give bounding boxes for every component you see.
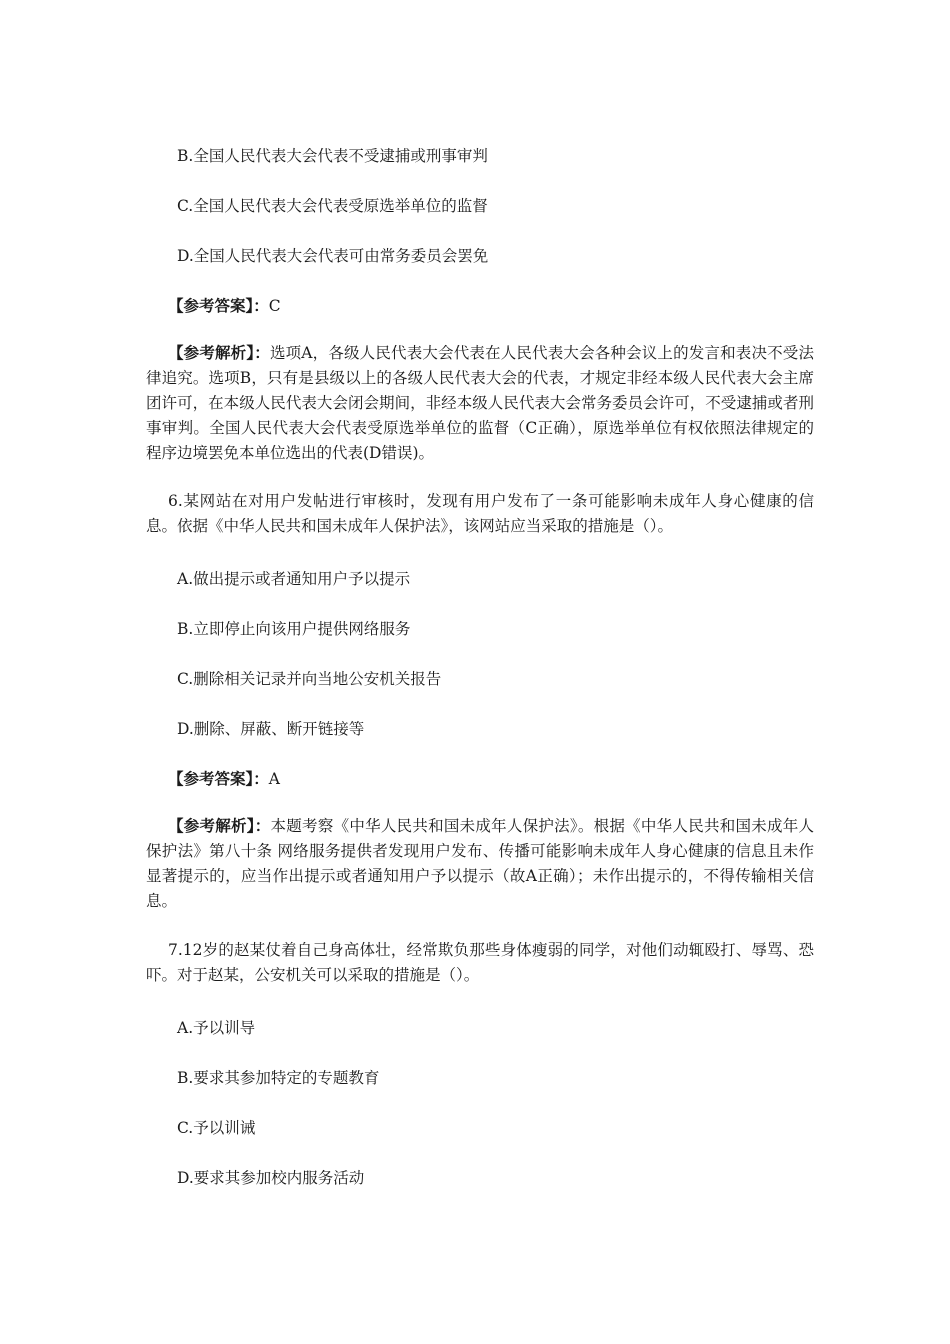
q5-option-b: B.全国人民代表大会代表不受逮捕或刑事审判: [177, 147, 488, 165]
q5-analysis-text: 选项A，各级人民代表大会代表在人民代表大会各种会议上的发言和表决不受法律追究。选项B，只有是县级以上的各级人民代表大会的代表，才规定非经本级人民代表大会主席团许可，在本级人民代表大会闭会期间，非经本级人民代表大会常务委员会许可，不受逮捕或者刑事审判。全国人民代表大会代表受原选举单位的监督（C正确），原选举单位有权依照法律规定的程序边境罢免本单位选出的代表(D错误)。: [146, 344, 814, 462]
q6-analysis-text: 本题考察《中华人民共和国未成年人保护法》。根据《中华人民共和国未成年人保护法》第八十条 网络服务提供者发现用户发布、传播可能影响未成年人身心健康的信息且未作显著提示的，应当作出提示或者通知用户予以提示（故A正确）；未作出提示的，不得传输相关信息。: [146, 817, 814, 910]
q5-option-d: D.全国人民代表大会代表可由常务委员会罢免: [177, 247, 489, 265]
q7-option-b: B.要求其参加特定的专题教育: [177, 1069, 380, 1087]
q6-option-b: B.立即停止向该用户提供网络服务: [177, 620, 411, 638]
q5-answer-value: C: [268, 297, 281, 315]
q7-option-a: A.予以训导: [177, 1019, 256, 1037]
q5-analysis-label: 【参考解析】：: [168, 343, 270, 362]
q7-option-c: C.予以训诫: [177, 1119, 256, 1137]
q5-answer: [168, 294, 281, 316]
q6-option-a: A.做出提示或者通知用户予以提示: [177, 570, 411, 588]
q6-option-c: C.删除相关记录并向当地公安机关报告: [177, 670, 442, 688]
q6-option-d: D.删除、屏蔽、断开链接等: [177, 720, 365, 738]
q6-answer-label: 【参考答案】：: [168, 769, 269, 788]
q5-option-c: C.全国人民代表大会代表受原选举单位的监督: [177, 197, 488, 215]
q6-question: 6.某网站在对用户发帖进行审核时，发现有用户发布了一条可能影响未成年人身心健康的信息。依据《中华人民共和国未成年人保护法》，该网站应当采取的措施是（）。: [146, 492, 814, 535]
q6-analysis: [146, 813, 814, 914]
q6-analysis-label: 【参考解析】：: [168, 816, 271, 835]
q6-answer-value: A: [268, 770, 280, 788]
q5-answer-label: 【参考答案】：: [168, 296, 269, 315]
q5-analysis: [146, 340, 814, 466]
q6-answer: [168, 767, 280, 789]
q7-option-d: D.要求其参加校内服务活动: [177, 1169, 365, 1187]
q7-question: 7.12岁的赵某仗着自己身高体壮，经常欺负那些身体瘦弱的同学，对他们动辄殴打、辱骂、恐吓。对于赵某，公安机关可以采取的措施是（）。: [146, 941, 814, 984]
